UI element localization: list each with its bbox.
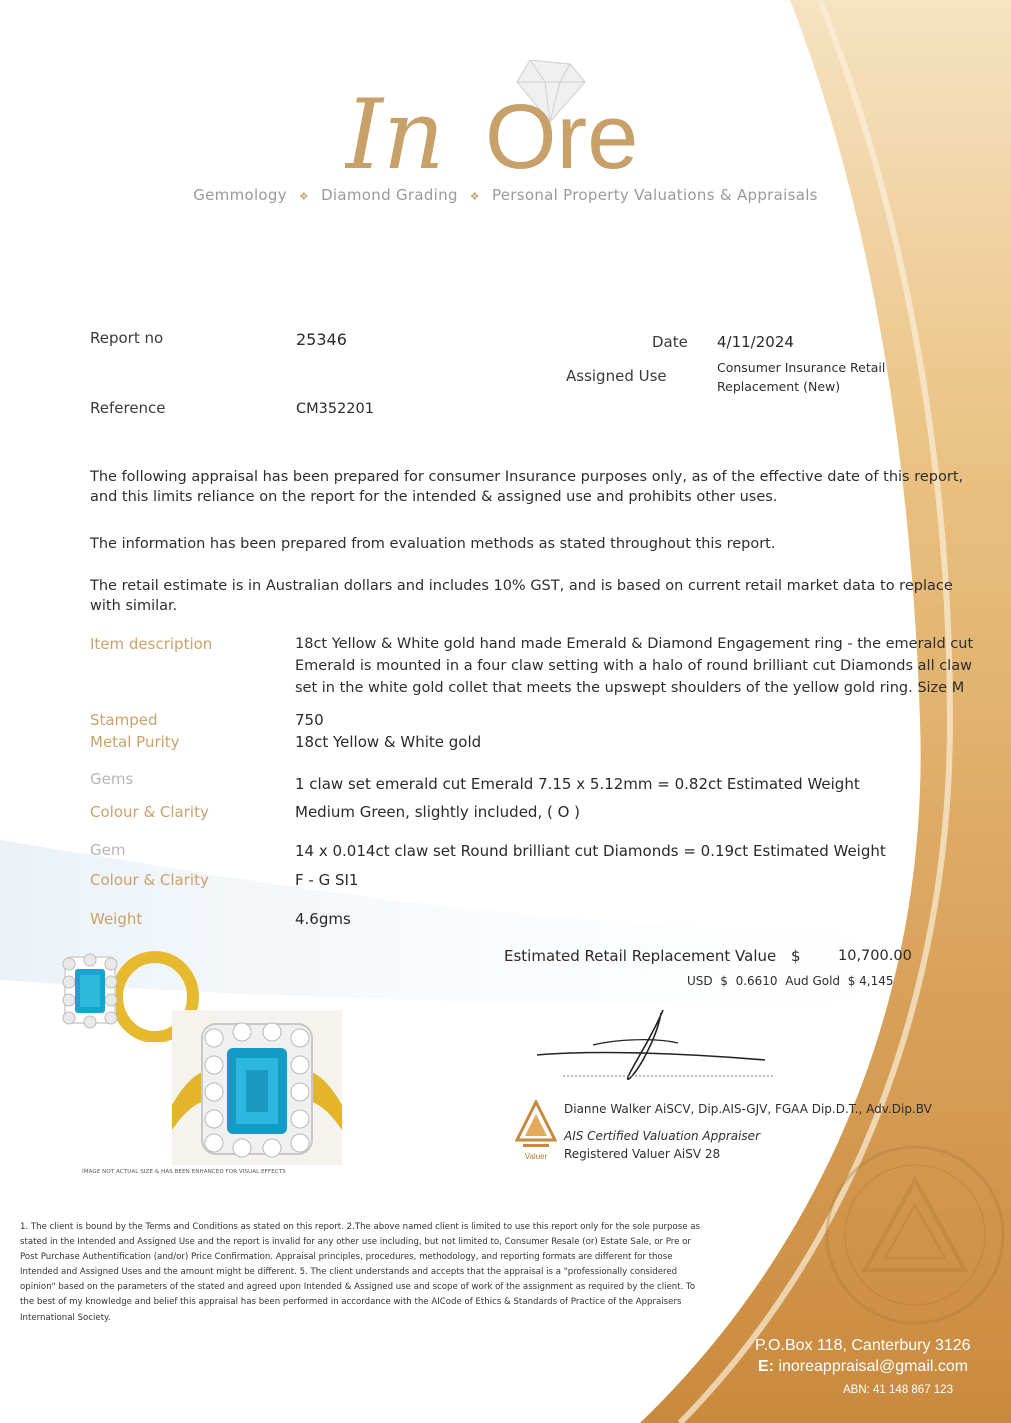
valuer-badge-text: Valuer [524,1152,548,1161]
item-description-label: Item description [90,635,213,653]
ring-photo-front [172,1010,342,1165]
contact-po-box: P.O.Box 118, Canterbury 3126 [755,1337,971,1354]
intro-paragraph-1: The following appraisal has been prepared for consumer Insurance purposes only, as of the effective date of this report, and this limits reliance on the report for the intended & assigned use and prohibits other uses. [90,469,964,505]
gem-value: 14 x 0.014ct claw set Round brilliant cut Diamonds = 0.19ct Estimated Weight [295,842,886,860]
weight-value: 4.6gms [295,910,351,928]
report-no-value: 25346 [296,330,347,349]
valuer-badge-icon [515,1100,557,1162]
aud-gold-label: Aud Gold [785,974,841,988]
footnote-terms: 1. The client is bound by the Terms and Conditions as stated on this report. 2.The above named client is limited to use this report only for the sole purpose as stated in the Intended and Assigned Use and the report is invalid for any other use including, but not limited to, Consumer Resale (or) Estate Sale, or Pre or Post Purchase Authentification (and/or) Price Confirmation. Appraisal principles, procedures, methodology, and reporting formats are different for those Intended and Assigned Uses and the amount might be different. 5. The client understands and accepts that the appraisal is a "professionally considered opinion" based on the parameters of the stated and agreed upon Intended & Assigned use and scope of work of the assignment as required by the client. To the best of my knowledge and belief this appraisal has been performed in accordance with the AICode of Ethics & Standards of Practice of the Appraisers International Society. [20,1222,701,1323]
metal-purity-label: Metal Purity [90,733,180,751]
contact-email-line [758,1358,968,1376]
date-value: 4/11/2024 [717,333,794,351]
aud-gold-value: 4,145 [859,974,894,988]
tagline-diamond-grading: Diamond Grading [321,186,458,204]
contact-abn: ABN: 41 148 867 123 [843,1384,953,1396]
metal-purity-value: 18ct Yellow & White gold [295,733,482,751]
colour-clarity-label-2: Colour & Clarity [90,871,209,889]
weight-label: Weight [90,910,143,928]
valuer-title: AIS Certified Valuation Appraiser [564,1129,761,1143]
stamped-label: Stamped [90,711,158,729]
item-description-value: 18ct Yellow & White gold hand made Emerald & Diamond Engagement ring - the emerald cut Emerald is mounted in a four claw setting with a halo of round brilliant cut Diamonds all claw set in the white gold collet that meets the upswept shoulders of the yellow gold ring. Size M [295,636,974,696]
bullet-icon: ❖ [298,190,310,203]
image-caption: IMAGE NOT ACTUAL SIZE & HAS BEEN ENHANCED FOR VISUAL EFFECTS [82,1169,286,1175]
tagline-gemmology: Gemmology [193,186,287,204]
colour-clarity-value-2: F - G SI1 [295,871,359,889]
aud-gold-symbol: $ [847,974,856,988]
colour-clarity-value-1: Medium Green, slightly included, ( O ) [295,803,581,821]
retail-value-amount: 10,700.00 [838,948,912,964]
bullet-icon: ❖ [469,190,480,203]
tagline-valuations: Personal Property Valuations & Appraisals [491,186,818,204]
email-label: E: [758,1358,774,1375]
contact-email[interactable]: inoreappraisal@gmail.com [778,1358,969,1375]
logo-word-ore: Ore [485,86,639,188]
logo-word-in: In [345,79,445,190]
tagline [0,186,1011,204]
conversion-line [687,974,894,988]
stamped-value: 750 [295,711,324,729]
colour-clarity-label-1: Colour & Clarity [90,803,209,821]
reference-value: CM352201 [296,401,374,417]
retail-value-label: Estimated Retail Replacement Value [504,947,777,965]
assigned-use-line2: Replacement (New) [717,379,841,394]
reference-label: Reference [90,399,166,417]
assigned-use-value [717,358,885,396]
assigned-use-label: Assigned Use [566,367,667,385]
inore-logo [345,60,675,190]
gem-label: Gem [90,841,126,859]
gems-label: Gems [90,770,134,788]
date-label: Date [652,333,688,351]
intro-paragraph-3: The retail estimate is in Australian dollars and includes 10% GST, and is based on current retail market data to replace with similar. [90,578,953,614]
signature-drawing [533,1005,773,1095]
usd-rate: 0.6610 [735,974,778,988]
usd-symbol: $ [720,974,728,988]
valuer-registration: Registered Valuer AiSV 28 [564,1147,721,1161]
retail-value-currency: $ [791,947,801,965]
assigned-use-line1: Consumer Insurance Retail [717,360,886,375]
report-no-label: Report no [90,329,164,347]
intro-paragraph-2: The information has been prepared from evaluation methods as stated throughout this report. [90,536,776,552]
usd-label: USD [687,974,713,988]
valuer-name: Dianne Walker AiSCV, Dip.AIS-GJV, FGAA Dip.D.T., Adv.Dip.BV [564,1102,932,1116]
gems-value: 1 claw set emerald cut Emerald 7.15 x 5.12mm = 0.82ct Estimated Weight [295,775,860,793]
